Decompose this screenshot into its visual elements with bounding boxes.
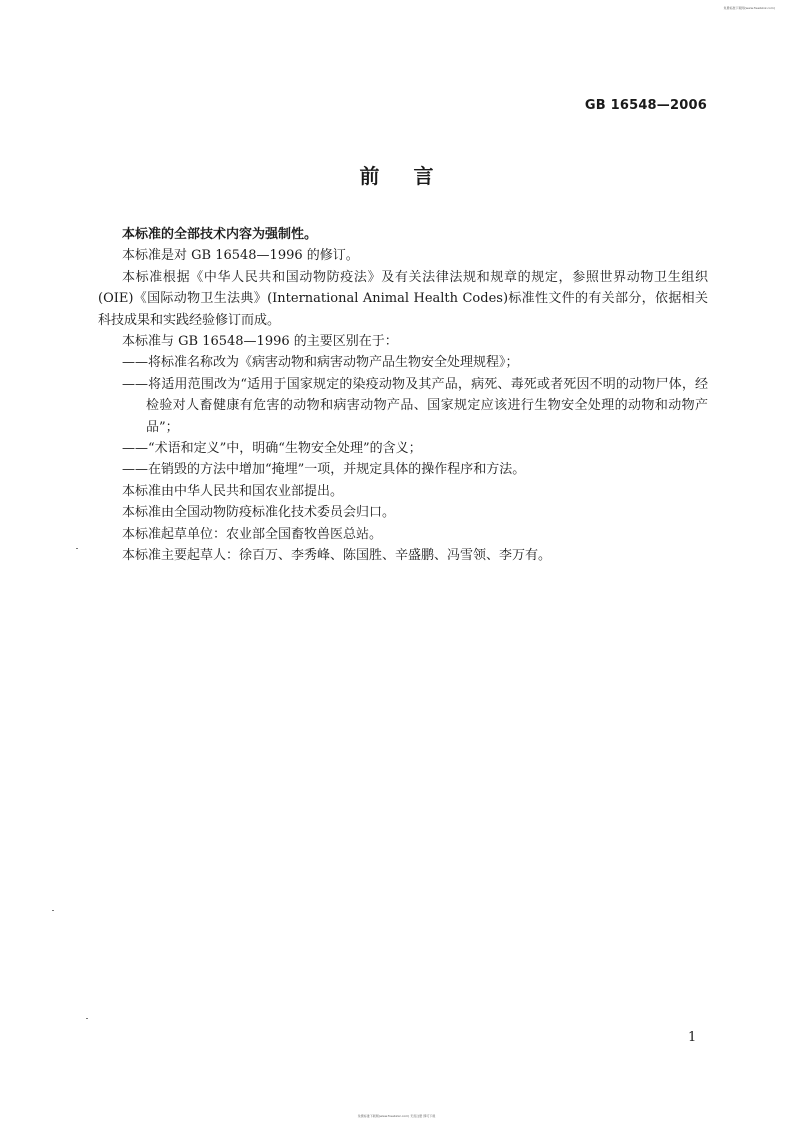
difference-item: ——“术语和定义”中，明确“生物安全处理”的含义； xyxy=(122,441,422,457)
watermark-top: 免费标准下载网(www.freebzxz.com) xyxy=(723,6,775,10)
page-title: 前言 xyxy=(359,164,468,188)
paragraph-committee: 本标准由全国动物防疫标准化技术委员会归口。 xyxy=(122,505,396,521)
scan-speck xyxy=(86,1018,88,1019)
scan-speck xyxy=(52,910,54,911)
standard-number: GB 16548—2006 xyxy=(584,98,707,113)
paragraph-differences-intro: 本标准与 GB 16548—1996 的主要区别在于： xyxy=(122,334,398,350)
paragraph-revision: 本标准是对 GB 16548—1996 的修订。 xyxy=(122,248,359,264)
foreword-body xyxy=(98,224,708,567)
paragraph-proposer: 本标准由中华人民共和国农业部提出。 xyxy=(122,483,344,499)
watermark-bottom: 免费标准下载网(www.freebzxz.com) 无需注册 即可下载 xyxy=(357,1114,436,1118)
paragraph-drafting-unit: 本标准起草单位：农业部全国畜牧兽医总站。 xyxy=(122,526,383,542)
difference-item: ——将适用范围改为“适用于国家规定的染疫动物及其产品，病死、毒死或者死因不明的动物尸体，经检验对人畜健康有危害的动物和病害动物产品、国家规定应该进行生物安全处理的动物和动物产品”； xyxy=(122,376,708,435)
paragraph-mandatory: 本标准的全部技术内容为强制性。 xyxy=(122,227,318,242)
page-number: 1 xyxy=(688,1030,697,1045)
difference-item: ——在销毁的方法中增加“掩埋”一项，并规定具体的操作程序和方法。 xyxy=(122,462,526,478)
paragraph-drafters: 本标准主要起草人：徐百万、李秀峰、陈国胜、辛盛鹏、冯雪领、李万有。 xyxy=(122,548,552,564)
scan-speck xyxy=(76,548,78,549)
paragraph-basis: 本标准根据《中华人民共和国动物防疫法》及有关法律法规和规章的规定，参照世界动物卫生组织(OIE)《国际动物卫生法典》(International Animal Health Codes)标准性文件的有关部分，依据相关科技成果和实践经验修订而成。 xyxy=(98,269,708,328)
difference-item: ——将标准名称改为《病害动物和病害动物产品生物安全处理规程》； xyxy=(122,355,519,371)
